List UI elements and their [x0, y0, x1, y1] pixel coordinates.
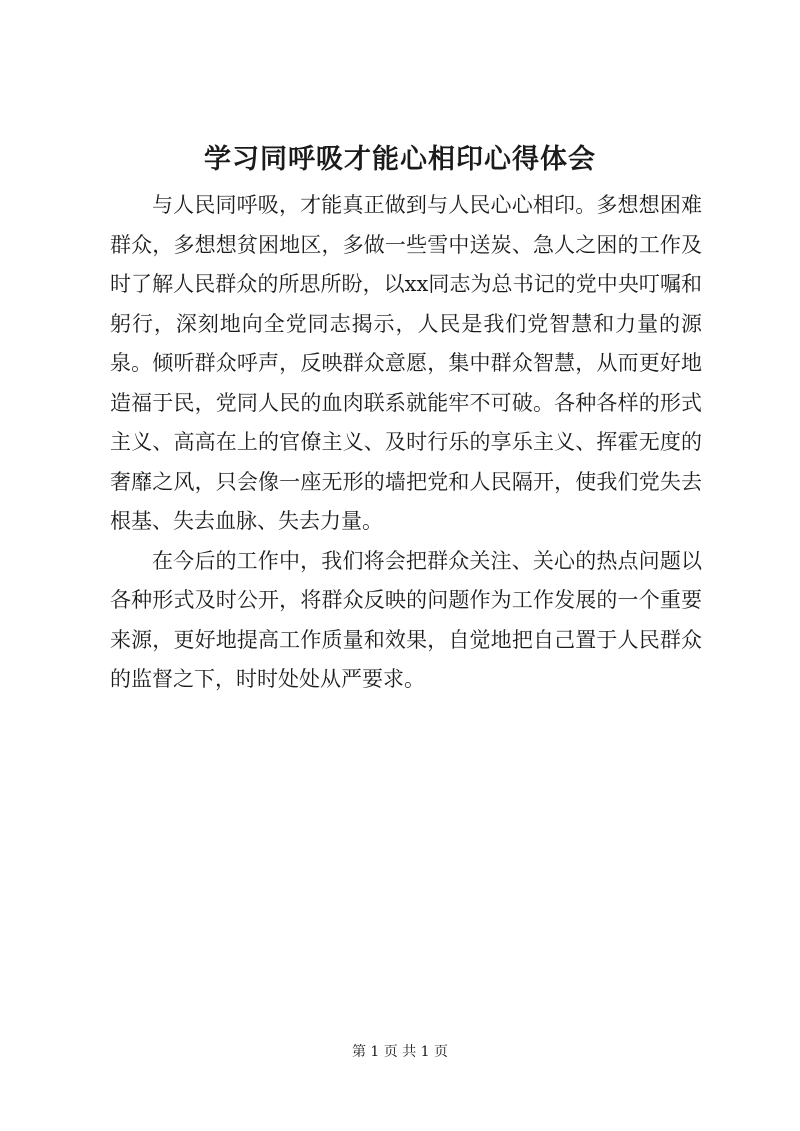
paragraph-1: 与人民同呼吸，才能真正做到与人民心心相印。多想想困难群众，多想想贫困地区，多做一些雪中送炭、急人之困的工作及时了解人民群众的所思所盼，以xx同志为总书记的党中央叮嘱和躬行，深刻地向全党同志揭示，人民是我们党智慧和力量的源泉。倾听群众呼声，反映群众意愿，集中群众智慧，从而更好地造福于民，党同人民的血肉联系就能牢不可破。各种各样的形式主义、高高在上的官僚主义、及时行乐的享乐主义、挥霍无度的奢靡之风，只会像一座无形的墙把党和人民隔开，使我们党失去根基、失去血脉、失去力量。 — [110, 193, 702, 533]
document-body — [110, 186, 702, 700]
page-title: 学习同呼吸才能心相印心得体会 — [204, 144, 596, 175]
paragraph-2: 在今后的工作中，我们将会把群众关注、关心的热点问题以各种形式及时公开，将群众反映的问题作为工作发展的一个重要来源，更好地提高工作质量和效果，自觉地把自己置于人民群众的监督之下，时时处处从严要求。 — [110, 548, 702, 691]
page-footer: 第 1 页 共 1 页 — [351, 1044, 449, 1060]
